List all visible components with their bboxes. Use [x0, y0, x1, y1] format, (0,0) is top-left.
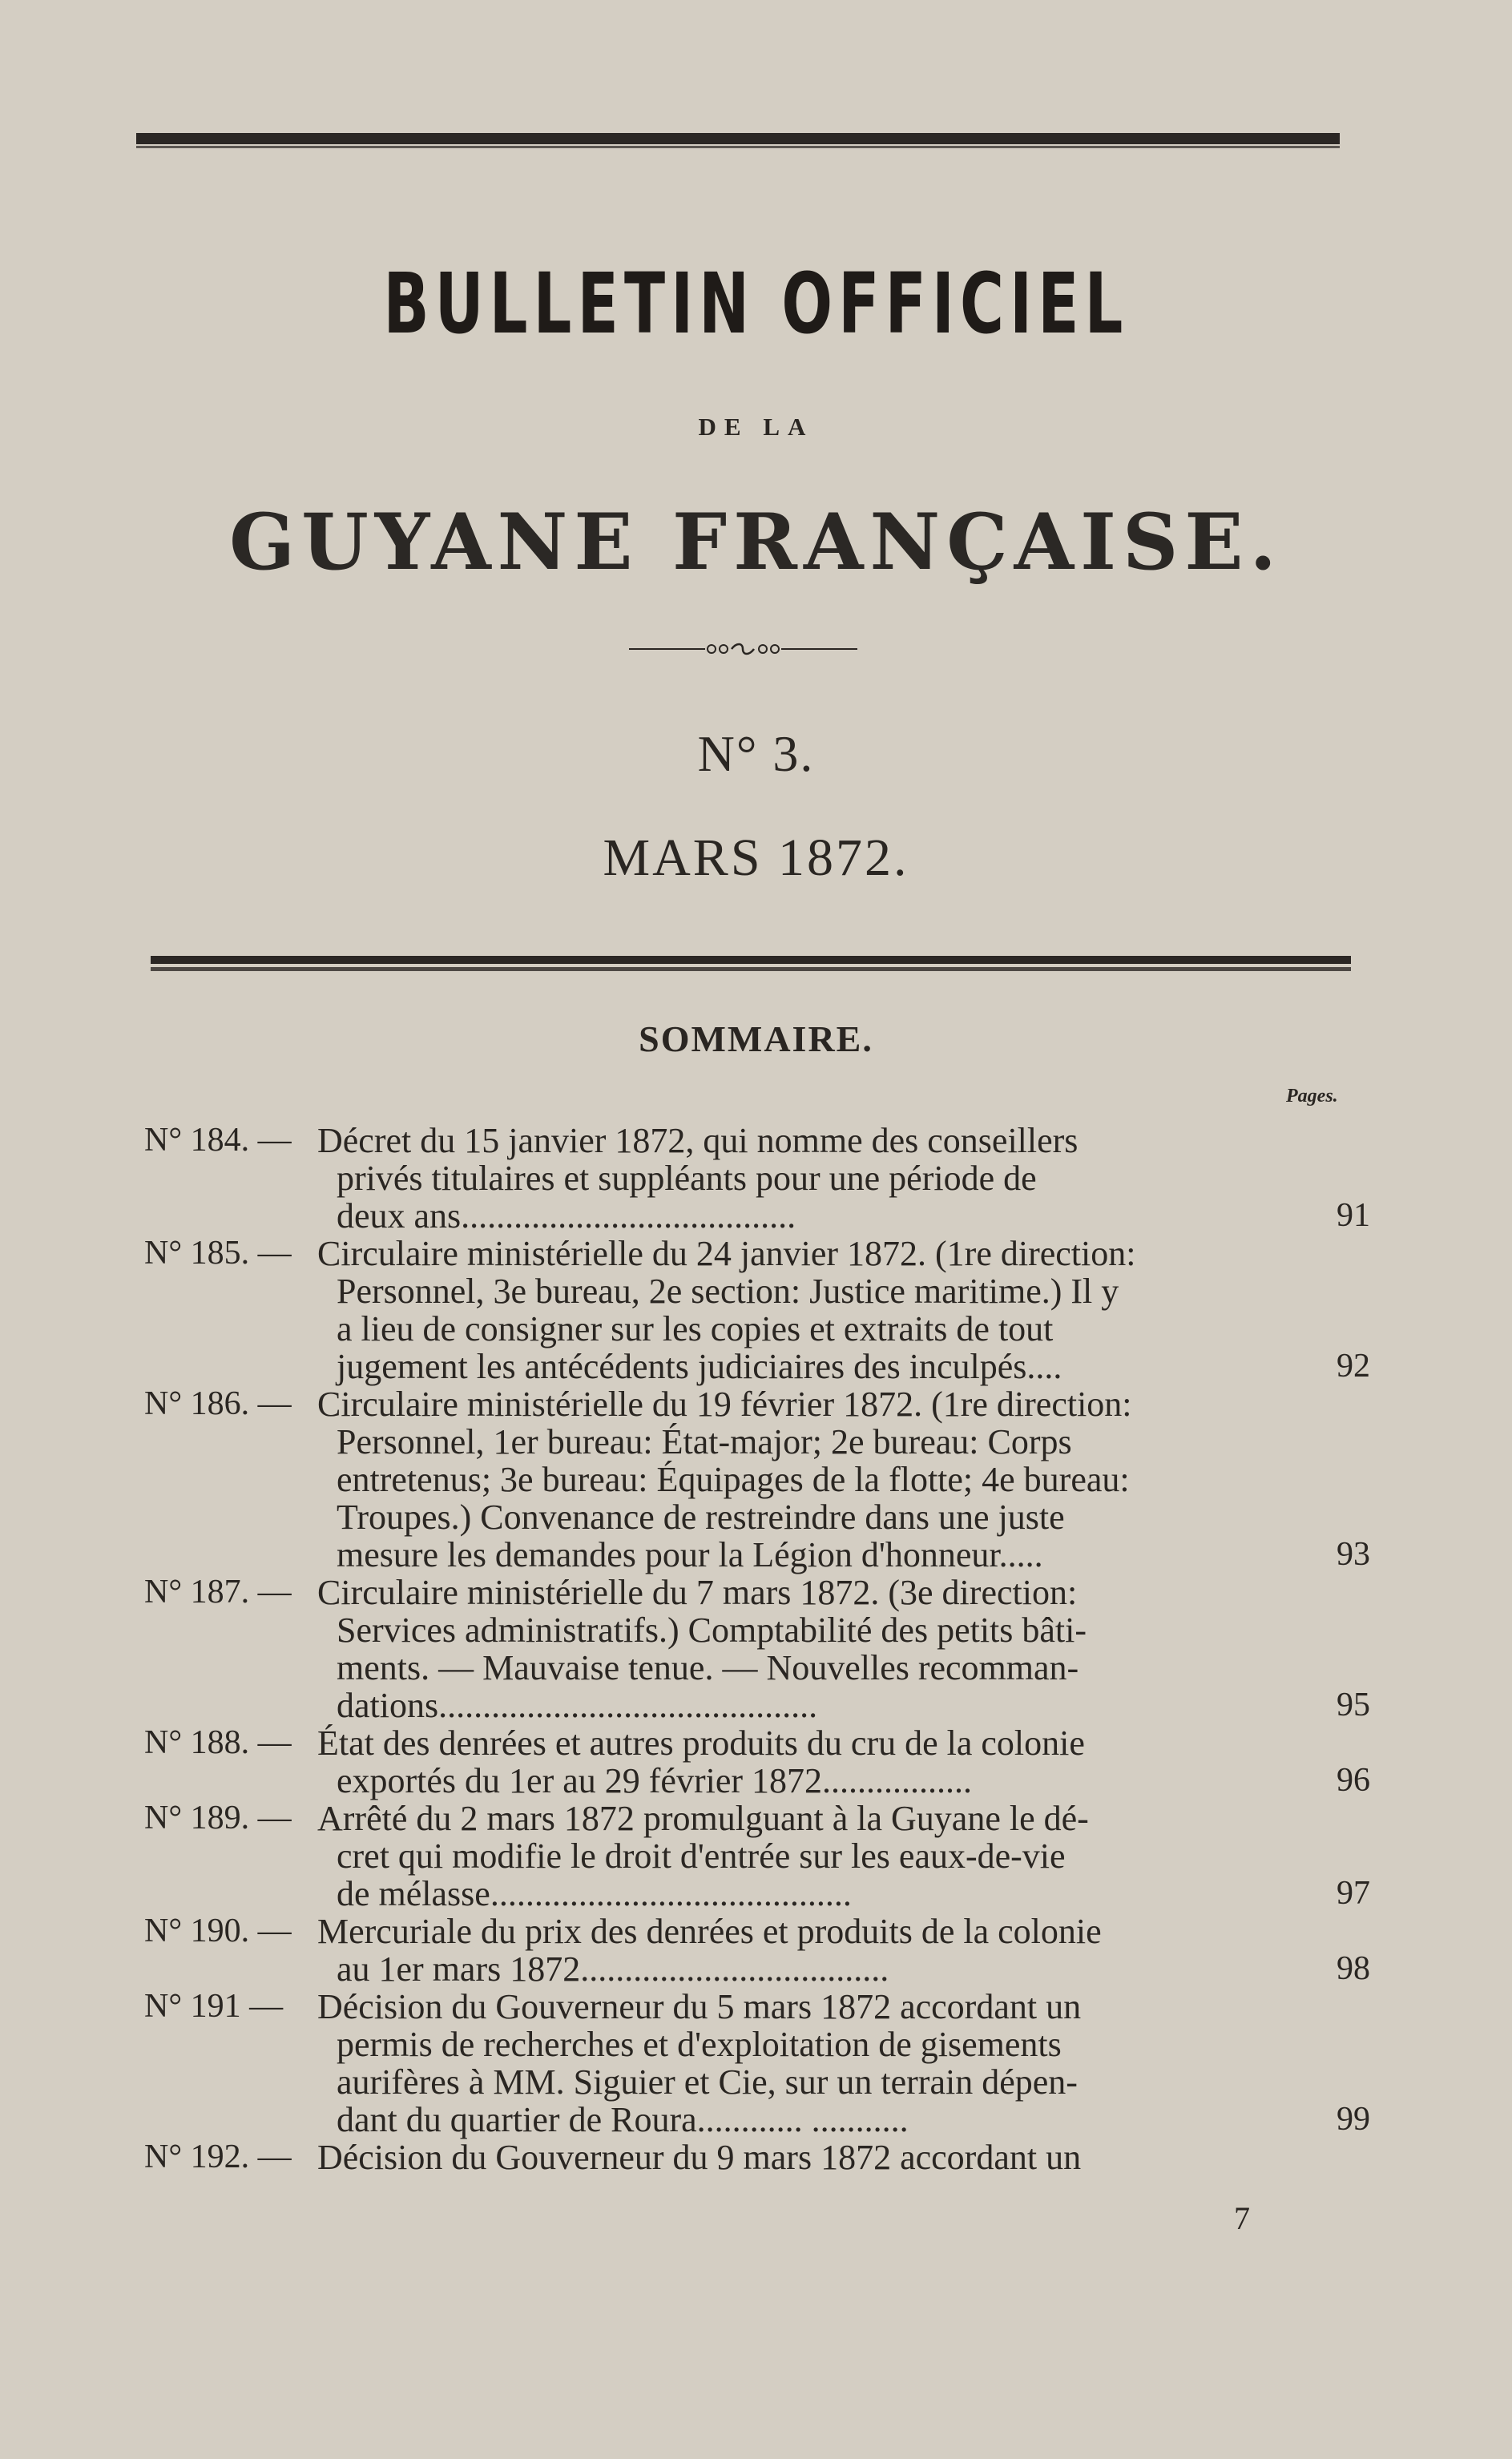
entry-page-number: 99	[1337, 2101, 1370, 2138]
entry-number: N° 186. —	[144, 1385, 292, 1422]
entry-text	[317, 1573, 1250, 1725]
summary-entry	[144, 1122, 1370, 1235]
entry-line: de mélasse.........................................	[337, 1874, 852, 1913]
entry-line: État des denrées et autres produits du cru de la colonie	[317, 1723, 1085, 1763]
entry-line: permis de recherches et d'exploitation de gisements	[337, 2025, 1062, 2064]
entry-page-number: 97	[1337, 1875, 1370, 1912]
entry-number: N° 192. —	[144, 2139, 292, 2175]
entry-line: Circulaire ministérielle du 7 mars 1872. (3e direction:	[317, 1573, 1078, 1612]
entry-line: Personnel, 3e bureau, 2e section: Justice maritime.) Il y	[337, 1272, 1119, 1311]
entry-line: entretenus; 3e bureau: Équipages de la flotte; 4e bureau:	[337, 1460, 1130, 1499]
entry-page-number: 92	[1337, 1348, 1370, 1385]
entry-page-number: 95	[1337, 1687, 1370, 1723]
pages-column-label: Pages.	[1286, 1086, 1338, 1107]
summary-entries	[144, 1122, 1370, 2176]
entry-line: Services administratifs.) Comptabilité des petits bâti-	[337, 1610, 1087, 1650]
entry-line: privés titulaires et suppléants pour une période de	[337, 1159, 1037, 1198]
entry-text	[317, 1912, 1250, 1989]
entry-line: Arrêté du 2 mars 1872 promulguant à la Guyane le dé-	[317, 1799, 1089, 1838]
entry-line: mesure les demandes pour la Légion d'honneur.....	[337, 1535, 1043, 1574]
ornament-divider	[629, 641, 857, 657]
page-folio: 7	[1234, 2200, 1250, 2236]
summary-entry	[144, 2139, 1370, 2176]
entry-number: N° 189. —	[144, 1800, 292, 1836]
middle-rule	[151, 956, 1351, 964]
entry-line: Troupes.) Convenance de restreindre dans une juste	[337, 1498, 1065, 1537]
top-rule	[136, 133, 1340, 144]
issue-date: MARS 1872.	[603, 828, 909, 887]
entry-number: N° 187. —	[144, 1574, 292, 1610]
summary-entry	[144, 1800, 1370, 1913]
entry-line: Mercuriale du prix des denrées et produits de la colonie	[317, 1912, 1102, 1951]
entry-page-number: 93	[1337, 1536, 1370, 1573]
entry-line: dant du quartier de Roura............ ...........	[337, 2100, 909, 2139]
entry-line: Décision du Gouverneur du 9 mars 1872 accordant un	[317, 2138, 1082, 2177]
entry-text	[317, 1799, 1250, 1913]
entry-text	[317, 1987, 1250, 2139]
entry-line: jugement les antécédents judiciaires des inculpés....	[337, 1347, 1062, 1386]
entry-number: N° 191 —	[144, 1988, 284, 2025]
summary-entry	[144, 1235, 1370, 1385]
issue-number: N° 3.	[697, 725, 815, 782]
entry-line: cret qui modifie le droit d'entrée sur les eaux-de-vie	[337, 1836, 1066, 1876]
bulletin-title: BULLETIN OFFICIEL	[383, 255, 1129, 353]
summary-entry	[144, 1988, 1370, 2139]
entry-line: Décision du Gouverneur du 5 mars 1872 accordant un	[317, 1987, 1082, 2026]
entry-line: Personnel, 1er bureau: État-major; 2e bureau: Corps	[337, 1422, 1072, 1461]
summary-entry	[144, 1385, 1370, 1574]
entry-number: N° 184. —	[144, 1122, 292, 1159]
entry-line: Circulaire ministérielle du 19 février 1872. (1re direction:	[317, 1385, 1132, 1424]
entry-line: au 1er mars 1872...................................	[337, 1949, 889, 1989]
entry-text	[317, 1723, 1250, 1800]
entry-page-number: 91	[1337, 1197, 1370, 1234]
summary-entry	[144, 1574, 1370, 1724]
entry-text	[317, 1385, 1250, 1574]
summary-heading: SOMMAIRE.	[639, 1018, 873, 1059]
summary-entry	[144, 1913, 1370, 1988]
entry-text	[317, 2138, 1250, 2177]
entry-number: N° 190. —	[144, 1913, 292, 1949]
colony-title: GUYANE FRANÇAISE.	[229, 497, 1283, 587]
entry-page-number: 96	[1337, 1762, 1370, 1799]
entry-line: deux ans......................................	[337, 1196, 796, 1236]
de-la-label: DE LA	[698, 413, 814, 441]
summary-entry	[144, 1724, 1370, 1800]
entry-line: Décret du 15 janvier 1872, qui nomme des conseillers	[317, 1121, 1079, 1160]
entry-line: dations...........................................	[337, 1686, 818, 1725]
top-rule-thin	[136, 146, 1340, 148]
entry-page-number: 98	[1337, 1950, 1370, 1987]
entry-line: aurifères à MM. Siguier et Cie, sur un terrain dépen-	[337, 2062, 1078, 2102]
entry-text	[317, 1121, 1250, 1236]
entry-number: N° 185. —	[144, 1235, 292, 1272]
entry-text	[317, 1234, 1250, 1386]
entry-line: a lieu de consigner sur les copies et extraits de tout	[337, 1309, 1054, 1348]
entry-number: N° 188. —	[144, 1724, 292, 1761]
middle-rule-thin	[151, 967, 1351, 971]
entry-line: Circulaire ministérielle du 24 janvier 1872. (1re direction:	[317, 1234, 1136, 1273]
entry-line: ments. — Mauvaise tenue. — Nouvelles recomman-	[337, 1648, 1079, 1687]
entry-line: exportés du 1er au 29 février 1872.................	[337, 1761, 973, 1800]
